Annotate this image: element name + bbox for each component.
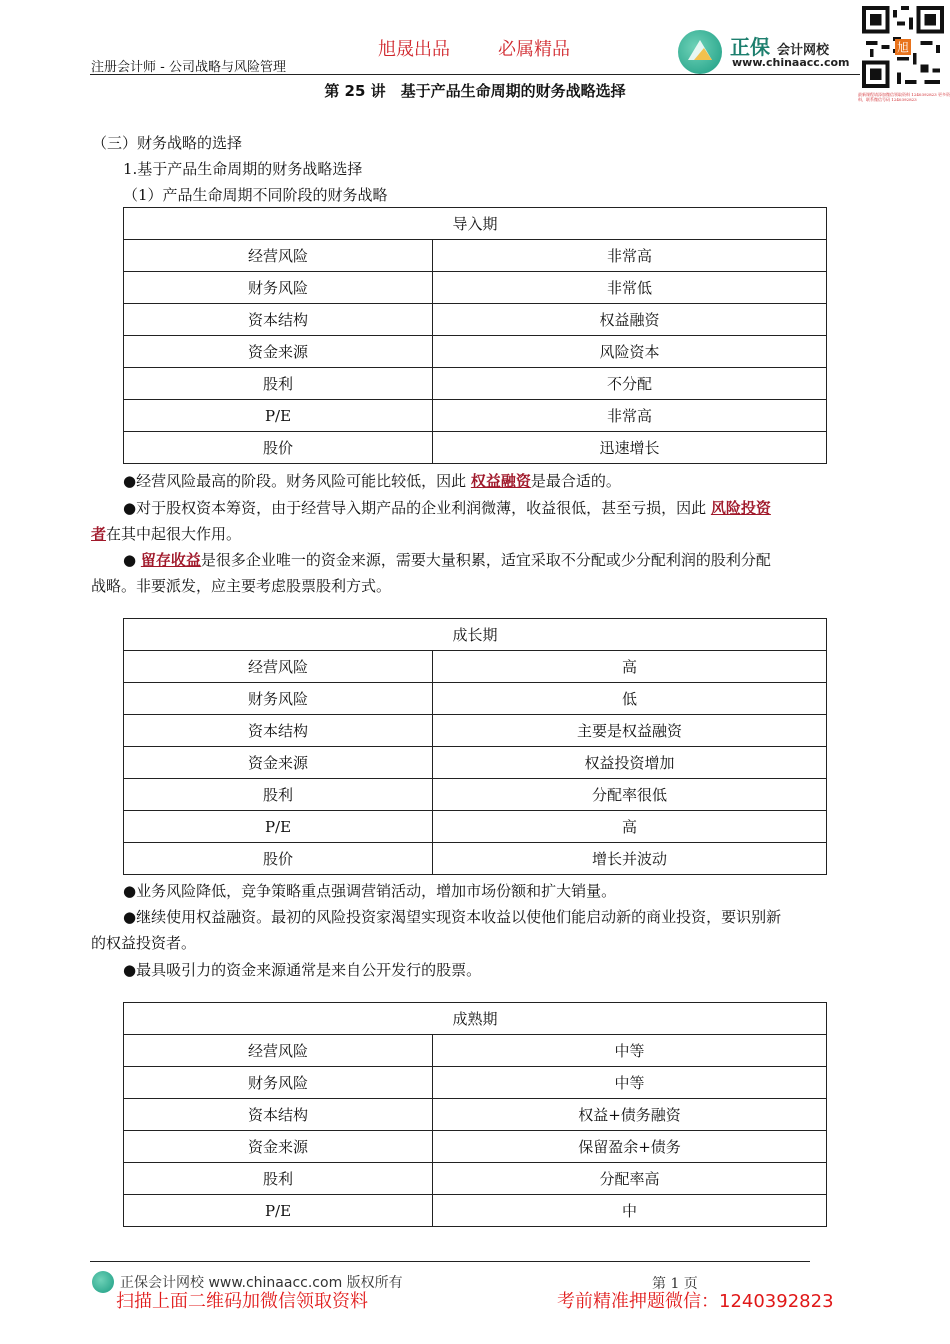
table-row (124, 1195, 827, 1227)
keyword-venture-capital-cont[interactable]: 者 (91, 525, 107, 543)
footer-divider (90, 1261, 810, 1262)
bullet-growth-2-cont: 的权益投资者。 (91, 934, 197, 952)
table-row (124, 1099, 827, 1131)
logo-icon (678, 30, 722, 74)
table-row (124, 747, 827, 779)
table-stage-title: 成熟期 (124, 1003, 827, 1035)
table-row-label: 财务风险 (124, 683, 433, 715)
qr-code-icon (862, 6, 944, 88)
table-row-value: 中等 (433, 1067, 827, 1099)
table-row-label: 经营风险 (124, 1035, 433, 1067)
logo-url: www.chinaacc.com (732, 56, 850, 69)
bullet-equity-financing: ●经营风险最高的阶段。财务风险可能比较低，因此 权益融资是最合适的。 (123, 472, 621, 490)
table-row (124, 304, 827, 336)
table-row (124, 368, 827, 400)
table-row-value: 中等 (433, 1035, 827, 1067)
keyword-equity-financing[interactable]: 权益融资 (470, 472, 531, 490)
table-row-label: 资金来源 (124, 1131, 433, 1163)
header-divider (90, 74, 860, 75)
table-row-label: P/E (124, 811, 433, 843)
table-row (124, 683, 827, 715)
table-row-label: 经营风险 (124, 240, 433, 272)
table-row-label: 股利 (124, 779, 433, 811)
table-row-value: 分配率高 (433, 1163, 827, 1195)
table-row-value: 高 (433, 811, 827, 843)
bullet-venture-capital-cont: 者在其中起很大作用。 (91, 525, 242, 543)
header-red-label-left: 旭晟出品 (378, 39, 450, 60)
footer-red-note-right: 考前精准押题微信：1240392823 (557, 1291, 834, 1312)
table-row (124, 651, 827, 683)
page-title: 第 25 讲 基于产品生命周期的财务战略选择 (324, 82, 626, 100)
footer-page-number: 第 1 页 (652, 1276, 698, 1292)
table-row-value: 权益融资 (433, 304, 827, 336)
table-row-label: 资本结构 (124, 715, 433, 747)
table-row (124, 240, 827, 272)
qr-center-mark: 旭 (897, 40, 909, 55)
table-row (124, 779, 827, 811)
subsubsection-heading: （1）产品生命周期不同阶段的财务战略 (123, 186, 388, 204)
table-row (124, 1131, 827, 1163)
table-stage-title: 成长期 (124, 619, 827, 651)
table-row (124, 1035, 827, 1067)
section-heading: （三）财务战略的选择 (92, 134, 243, 152)
table-row-value: 中 (433, 1195, 827, 1227)
table-row-value: 风险资本 (433, 336, 827, 368)
table-row-label: 资本结构 (124, 1099, 433, 1131)
table-row-value: 主要是权益融资 (433, 715, 827, 747)
table-row-label: 财务风险 (124, 1067, 433, 1099)
bullet-retained-earnings: ● 留存收益是很多企业唯一的资金来源，需要大量积累，适宜采取不分配或少分配利润的股利分配 (123, 551, 771, 569)
table-row-value: 迅速增长 (433, 432, 827, 464)
footer-red-note-left: 扫描上面二维码加微信领取资料 (116, 1291, 368, 1312)
table-row-label: P/E (124, 400, 433, 432)
table-row-label: 资金来源 (124, 336, 433, 368)
bullet-growth-3: ●最具吸引力的资金来源通常是来自公开发行的股票。 (123, 961, 482, 979)
table-row (124, 1067, 827, 1099)
qr-note: 最新课程请添加微信领取资料 1240392823 更多资料，联系微信号码 1240392823 (858, 92, 950, 102)
table-row (124, 715, 827, 747)
header-course-name: 注册会计师 - 公司战略与风险管理 (91, 60, 286, 75)
table-row-label: 资本结构 (124, 304, 433, 336)
bullet-growth-2: ●继续使用权益融资。最初的风险投资家渴望实现资本收益以使他们能启动新的商业投资，要识别新 (123, 908, 782, 926)
table-stage-title: 导入期 (124, 208, 827, 240)
table-row-value: 不分配 (433, 368, 827, 400)
table-row (124, 843, 827, 875)
keyword-retained-earnings[interactable]: 留存收益 (140, 551, 201, 569)
table-row-label: P/E (124, 1195, 433, 1227)
table-row-value: 权益+债务融资 (433, 1099, 827, 1131)
bullet-retained-earnings-cont: 战略。非要派发，应主要考虑股票股利方式。 (91, 577, 392, 595)
stage-table-introduction (123, 207, 827, 464)
table-row-value: 低 (433, 683, 827, 715)
table-row-label: 资金来源 (124, 747, 433, 779)
footer-logo-icon (92, 1271, 114, 1293)
table-row (124, 811, 827, 843)
table-row-value: 增长并波动 (433, 843, 827, 875)
table-row-label: 股价 (124, 432, 433, 464)
table-row (124, 432, 827, 464)
table-row-value: 高 (433, 651, 827, 683)
bullet-venture-capital: ●对于股权资本筹资，由于经营导入期产品的企业利润微薄，收益很低，甚至亏损，因此 风险投资 (123, 499, 771, 517)
logo-text: 正保 会计网校 (730, 35, 829, 59)
subsection-heading: 1.基于产品生命周期的财务战略选择 (123, 160, 363, 178)
stage-table-maturity (123, 1002, 827, 1227)
footer-brand: 正保会计网校 www.chinaacc.com 版权所有 (120, 1275, 403, 1291)
table-row-label: 股利 (124, 1163, 433, 1195)
table-row-value: 非常高 (433, 240, 827, 272)
bullet-growth-1: ●业务风险降低，竞争策略重点强调营销活动，增加市场份额和扩大销量。 (123, 882, 617, 900)
table-row (124, 336, 827, 368)
table-row-label: 经营风险 (124, 651, 433, 683)
table-row (124, 400, 827, 432)
table-row-label: 股价 (124, 843, 433, 875)
table-row-value: 权益投资增加 (433, 747, 827, 779)
table-row-label: 财务风险 (124, 272, 433, 304)
table-row-value: 非常低 (433, 272, 827, 304)
table-row (124, 272, 827, 304)
table-row (124, 1163, 827, 1195)
keyword-venture-capital[interactable]: 风险投资 (710, 499, 771, 517)
table-row-value: 非常高 (433, 400, 827, 432)
table-row-value: 保留盈余+债务 (433, 1131, 827, 1163)
header-red-label-right: 必属精品 (498, 39, 570, 60)
stage-table-growth (123, 618, 827, 875)
table-row-label: 股利 (124, 368, 433, 400)
table-row-value: 分配率很低 (433, 779, 827, 811)
